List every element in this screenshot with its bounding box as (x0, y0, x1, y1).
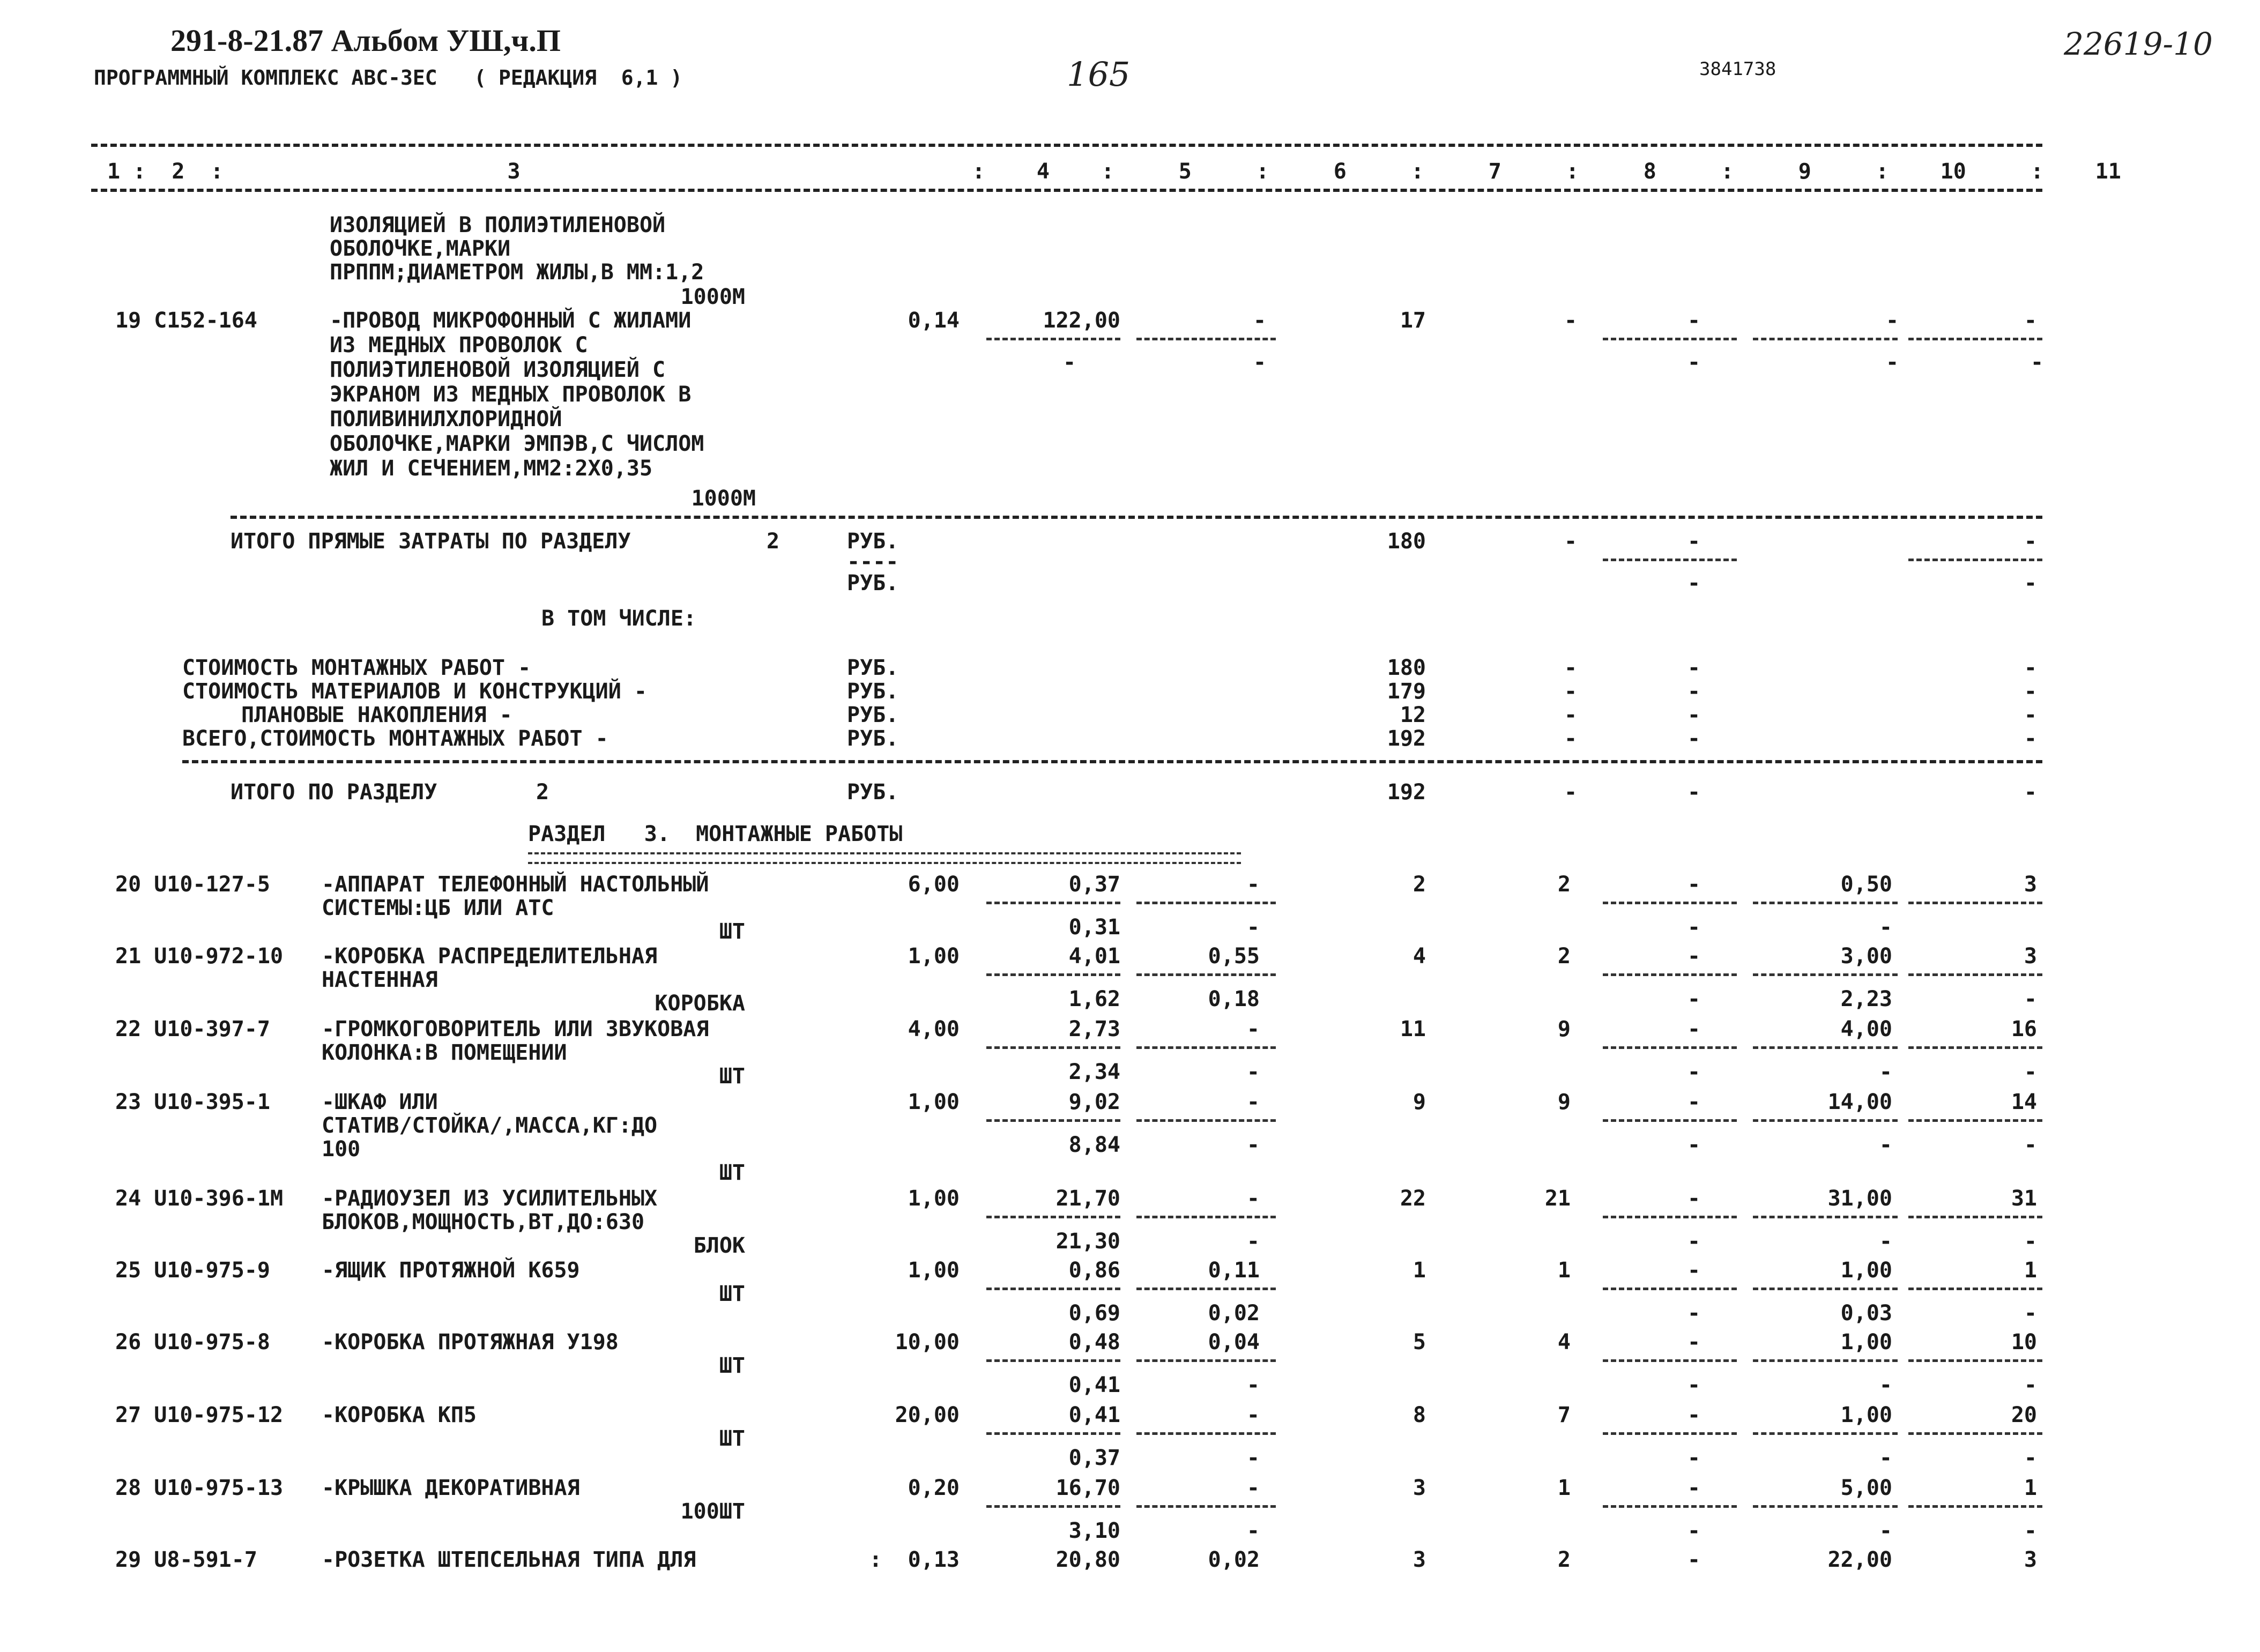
value-c11: 14 (2011, 1090, 2037, 1114)
separator (1908, 1359, 2042, 1362)
separator (1753, 902, 1898, 904)
value-c8: - (1564, 679, 1578, 704)
separator (1603, 1359, 1737, 1362)
value-c5-secondary: 1,62 (1068, 987, 1120, 1011)
value-c5-secondary: 0,41 (1068, 1373, 1120, 1397)
separator (1603, 973, 1737, 976)
value-c11-secondary: - (2024, 987, 2037, 1011)
unit-of-measure: ШТ (719, 919, 745, 944)
value-c9: - (1687, 571, 1701, 596)
value-c5: 16,70 (1055, 1476, 1120, 1500)
value-c11: 31 (2011, 1186, 2037, 1211)
separator (1603, 559, 1737, 561)
value-c4: 1,00 (908, 944, 960, 969)
archive-stamp: 22619-10 (2064, 26, 2213, 62)
value-c7: 11 (1400, 1017, 1426, 1041)
item-description-line: -КРЫШКА ДЕКОРАТИВНАЯ (322, 1476, 580, 1500)
value-c6: 0,02 (1208, 1547, 1260, 1572)
currency-unit: РУБ. (847, 529, 899, 554)
value-c10-secondary: - (1879, 915, 1892, 940)
separator (986, 1432, 1120, 1435)
separator (1603, 1288, 1737, 1290)
item-description-line: ОБОЛОЧКЕ,МАРКИ ЭМПЭВ,С ЧИСЛОМ (330, 431, 704, 456)
value-c10: 22,00 (1827, 1547, 1892, 1572)
section-number: 2 (536, 780, 549, 805)
item-number: 19 С152-164 (115, 308, 257, 333)
item-description-line: НАСТЕННАЯ (322, 968, 438, 992)
value-c11: 10 (2011, 1330, 2037, 1355)
value-c7: 180 (1387, 529, 1426, 554)
value-c10: 3,00 (1840, 944, 1892, 969)
value-c11-secondary: - (2024, 1373, 2037, 1397)
item-number: 22 U10-397-7 (115, 1017, 270, 1041)
value-c4: 4,00 (908, 1017, 960, 1041)
item-description-line: ПОЛИЭТИЛЕНОВОЙ ИЗОЛЯЦИЕЙ С (330, 358, 666, 382)
value-c10-secondary: - (1879, 1060, 1892, 1084)
value-c4: 10,00 (895, 1330, 960, 1355)
currency-unit: РУБ. (847, 679, 899, 704)
value-c6-secondary: 0,18 (1208, 987, 1260, 1011)
value-c8: 2 (1557, 944, 1571, 969)
separator (1908, 1288, 2042, 1290)
value-c6: - (1253, 308, 1267, 333)
value-c9-secondary: - (1687, 1060, 1701, 1084)
value-c6-secondary: - (1246, 1229, 1260, 1254)
currency-unit: РУБ. (847, 571, 899, 596)
separator (1753, 1046, 1898, 1049)
value-c11: 3 (2024, 944, 2037, 969)
value-c11: - (2024, 529, 2037, 554)
value-c11: 1 (2024, 1258, 2037, 1283)
doc-code: 3841738 (1699, 58, 1776, 80)
item-description-line: -РОЗЕТКА ШТЕПСЕЛЬНАЯ ТИПА ДЛЯ (322, 1547, 696, 1572)
separator (1753, 338, 1898, 340)
item-number: 20 U10-127-5 (115, 872, 270, 897)
separator (1908, 902, 2042, 904)
value-c9: - (1687, 726, 1701, 751)
value-c10-secondary: - (1879, 1373, 1892, 1397)
value-c6: 0,55 (1208, 944, 1260, 969)
value-c11: - (2024, 656, 2037, 680)
value-c10-secondary: 0,03 (1840, 1301, 1892, 1326)
value-c5: 4,01 (1068, 944, 1120, 969)
separator (1136, 902, 1276, 904)
value-c9: - (1687, 944, 1701, 969)
value-c9: - (1687, 780, 1701, 805)
value-c6: - (1246, 1017, 1260, 1041)
section-title-rule (528, 852, 1241, 864)
value-c10: - (1885, 308, 1899, 333)
value-c7: 22 (1400, 1186, 1426, 1211)
separator (986, 1216, 1120, 1218)
cost-breakdown-label: СТОИМОСТЬ МАТЕРИАЛОВ И КОНСТРУКЦИЙ - (182, 679, 647, 704)
separator (1136, 973, 1276, 976)
currency-unit: РУБ. (847, 726, 899, 751)
value-c9-secondary: - (1687, 915, 1701, 940)
column-numbers: 1 : 2 : 3 : 4 : 5 : 6 : 7 : 8 : 9 : 10 : 11 (107, 159, 2121, 184)
value-c8: 9 (1557, 1017, 1571, 1041)
separator (1753, 973, 1898, 976)
value-c10-secondary: - (1879, 1229, 1892, 1254)
separator (1603, 1505, 1737, 1508)
value-c10-secondary: 2,23 (1840, 987, 1892, 1011)
separator (1136, 1288, 1276, 1290)
value-c7: 9 (1412, 1090, 1426, 1114)
value-c5-secondary: 0,69 (1068, 1301, 1120, 1326)
value-c6-secondary: 0,02 (1208, 1301, 1260, 1326)
unit-of-measure: ШТ (719, 1064, 745, 1089)
item-description-line: ПОЛИВИНИЛХЛОРИДНОЙ (330, 407, 562, 431)
value-c11-secondary: - (2024, 1229, 2037, 1254)
value-c9-secondary: - (1687, 1133, 1701, 1157)
separator (986, 338, 1120, 340)
value-c5: 0,48 (1068, 1330, 1120, 1355)
value-c8: 2 (1557, 872, 1571, 897)
value-c11: 16 (2011, 1017, 2037, 1041)
album-code: 291-8-21.87 Альбом УШ,ч.П (170, 23, 561, 58)
section-number: 2 (767, 529, 780, 554)
item-description-line: 100 (322, 1137, 361, 1162)
value-c10-secondary: - (1879, 1133, 1892, 1157)
separator (1908, 973, 2042, 976)
separator (1753, 1288, 1898, 1290)
item-description-line: ИЗОЛЯЦИЕЙ В ПОЛИЭТИЛЕНОВОЙ (330, 213, 666, 237)
separator (1136, 1119, 1276, 1122)
value-c4: 1,00 (908, 1258, 960, 1283)
value-c5-secondary: 3,10 (1068, 1519, 1120, 1543)
value-c8: 4 (1557, 1330, 1571, 1355)
separator (1603, 338, 1737, 340)
value-c8: - (1564, 703, 1578, 727)
header-rule-top (91, 144, 2042, 147)
value-c5-secondary: 0,37 (1068, 1446, 1120, 1470)
separator (1136, 338, 1276, 340)
value-c11: - (2024, 703, 2037, 727)
value-c8: - (1564, 726, 1578, 751)
value-c5: 20,80 (1055, 1547, 1120, 1572)
value-c7: 12 (1400, 703, 1426, 727)
separator (1753, 1359, 1898, 1362)
value-c11: - (2024, 308, 2037, 333)
value-c6: - (1246, 872, 1260, 897)
section-rule (231, 516, 2042, 519)
value-c9: - (1687, 679, 1701, 704)
separator (1136, 1359, 1276, 1362)
value-c6-secondary: - (1246, 1373, 1260, 1397)
value-c9: - (1687, 1258, 1701, 1283)
separator (986, 973, 1120, 976)
cost-breakdown-label: ПЛАНОВЫЕ НАКОПЛЕНИЯ - (241, 703, 512, 727)
item-description-line: СТАТИВ/СТОЙКА/,МАССА,КГ:ДО (322, 1113, 658, 1138)
unit-of-measure: 1000М (691, 486, 756, 511)
item-number: 26 U10-975-8 (115, 1330, 270, 1355)
value-c6-secondary: - (1246, 1446, 1260, 1470)
currency-unit: РУБ. (847, 780, 899, 805)
separator (1603, 902, 1737, 904)
value-c11-secondary: - (2024, 1060, 2037, 1084)
value-c10: 0,50 (1840, 872, 1892, 897)
value-c9: - (1687, 656, 1701, 680)
value-c9: - (1687, 308, 1701, 333)
value-c9-secondary: - (1687, 1301, 1701, 1326)
item-number: 28 U10-975-13 (115, 1476, 284, 1500)
item-number: 25 U10-975-9 (115, 1258, 270, 1283)
separator (986, 1119, 1120, 1122)
value-c5: 2,73 (1068, 1017, 1120, 1041)
value-c6: 0,11 (1208, 1258, 1260, 1283)
separator (1136, 1046, 1276, 1049)
value-c9: - (1687, 703, 1701, 727)
value-c7: 180 (1387, 656, 1426, 680)
separator (1753, 1216, 1898, 1218)
value-c5: 122,00 (1043, 308, 1120, 333)
separator (986, 902, 1120, 904)
section-rule (182, 760, 2042, 763)
value-c11: - (2024, 679, 2037, 704)
value-c4: 0,14 (908, 308, 960, 333)
value-c11-secondary: - (2024, 1519, 2037, 1543)
value-c9-secondary: - (1687, 987, 1701, 1011)
value-c8: 1 (1557, 1476, 1571, 1500)
unit-of-measure: 1000М (680, 285, 745, 309)
value-c4: 6,00 (908, 872, 960, 897)
value-c6-secondary: - (1246, 1133, 1260, 1157)
value-c7: 17 (1400, 308, 1426, 333)
value-c9b: - (1687, 350, 1701, 375)
value-c8: 21 (1544, 1186, 1571, 1211)
value-c10-secondary: - (1879, 1519, 1892, 1543)
value-c11: 3 (2024, 872, 2037, 897)
item-description-line: ЖИЛ И СЕЧЕНИЕМ,ММ2:2Х0,35 (330, 456, 653, 481)
value-c11: 1 (2024, 1476, 2037, 1500)
item-number: 29 U8-591-7 (115, 1547, 257, 1572)
value-c10: 1,00 (1840, 1258, 1892, 1283)
value-c9-secondary: - (1687, 1446, 1701, 1470)
value-c7: 1 (1412, 1258, 1426, 1283)
value-c5: 9,02 (1068, 1090, 1120, 1114)
separator (1136, 1216, 1276, 1218)
value-c5: 0,37 (1068, 872, 1120, 897)
cost-breakdown-label: СТОИМОСТЬ МОНТАЖНЫХ РАБОТ - (182, 656, 531, 680)
value-c4: : 0,13 (869, 1547, 960, 1572)
separator (1603, 1046, 1737, 1049)
value-c11: 3 (2024, 1547, 2037, 1572)
value-c7: 192 (1387, 726, 1426, 751)
separator (1908, 1505, 2042, 1508)
value-c8: 9 (1557, 1090, 1571, 1114)
value-c7: 3 (1412, 1547, 1426, 1572)
page-number: 165 (1067, 55, 1131, 94)
including-label: В ТОМ ЧИСЛЕ: (541, 606, 696, 631)
value-c5-secondary: 21,30 (1055, 1229, 1120, 1254)
value-c10: 14,00 (1827, 1090, 1892, 1114)
value-c8: - (1564, 529, 1578, 554)
value-c9: - (1687, 872, 1701, 897)
item-description-line: -КОРОБКА КП5 (322, 1403, 477, 1427)
value-c7: 3 (1412, 1476, 1426, 1500)
header-rule-bottom (91, 189, 2042, 192)
item-number: 27 U10-975-12 (115, 1403, 284, 1427)
value-c6-secondary: - (1246, 1060, 1260, 1084)
value-c10-secondary: - (1879, 1446, 1892, 1470)
separator (1603, 1119, 1737, 1122)
unit-of-measure: ШТ (719, 1353, 745, 1378)
section-total-label: ИТОГО ПО РАЗДЕЛУ (231, 780, 437, 805)
value-c8: - (1564, 780, 1578, 805)
value-c11b: - (2030, 350, 2044, 375)
value-c4: 20,00 (895, 1403, 960, 1427)
value-c9: - (1687, 1330, 1701, 1355)
value-c6: - (1246, 1090, 1260, 1114)
item-description-line: -АППАРАТ ТЕЛЕФОННЫЙ НАСТОЛЬНЫЙ (322, 872, 709, 897)
value-c8: - (1564, 308, 1578, 333)
value-c10: 31,00 (1827, 1186, 1892, 1211)
value-c5: 0,86 (1068, 1258, 1120, 1283)
value-c9: - (1687, 1547, 1701, 1572)
currency-unit: РУБ. (847, 703, 899, 727)
value-c11: - (2024, 726, 2037, 751)
value-c10: 1,00 (1840, 1330, 1892, 1355)
unit-of-measure: БЛОК (693, 1233, 745, 1258)
item-description-line: -ЯЩИК ПРОТЯЖНОЙ К659 (322, 1258, 580, 1283)
value-c6: - (1246, 1186, 1260, 1211)
separator (1908, 559, 2042, 561)
value-c8: 2 (1557, 1547, 1571, 1572)
separator (1908, 1432, 2042, 1435)
cost-breakdown-label: ВСЕГО,СТОИМОСТЬ МОНТАЖНЫХ РАБОТ - (182, 726, 608, 751)
value-c6: 0,04 (1208, 1330, 1260, 1355)
value-c6-secondary: - (1246, 915, 1260, 940)
value-c9: - (1687, 1403, 1701, 1427)
separator (986, 1505, 1120, 1508)
separator (986, 1359, 1120, 1362)
software-complex: ПРОГРАММНЫЙ КОМПЛЕКС АВС-ЗЕС ( РЕДАКЦИЯ 6,1 ) (94, 66, 683, 90)
item-description-line: КОЛОНКА:В ПОМЕЩЕНИИ (322, 1040, 567, 1065)
separator (1753, 1505, 1898, 1508)
value-c8: 1 (1557, 1258, 1571, 1283)
value-c6: - (1246, 1476, 1260, 1500)
separator (1908, 338, 2042, 340)
value-c11-secondary: - (2024, 1133, 2037, 1157)
value-c9: - (1687, 1017, 1701, 1041)
value-c10: 5,00 (1840, 1476, 1892, 1500)
separator (986, 1046, 1120, 1049)
value-c7: 192 (1387, 780, 1426, 805)
separator (1136, 1432, 1276, 1435)
value-c9-secondary: - (1687, 1519, 1701, 1543)
value-c10b: - (1885, 350, 1899, 375)
value-c6b: - (1253, 350, 1267, 375)
value-c7: 179 (1387, 679, 1426, 704)
separator (1603, 1432, 1737, 1435)
unit-of-measure: ШТ (719, 1160, 745, 1185)
value-c9: - (1687, 1476, 1701, 1500)
separator (1908, 1216, 2042, 1218)
value-c7: 8 (1412, 1403, 1426, 1427)
value-c11: - (2024, 571, 2037, 596)
separator (1908, 1046, 2042, 1049)
item-description-line: СИСТЕМЫ:ЦБ ИЛИ АТС (322, 896, 554, 920)
separator (1603, 1216, 1737, 1218)
currency-dash: ---- (847, 549, 899, 574)
item-description-line: -ШКАФ ИЛИ (322, 1090, 438, 1114)
item-description-line: БЛОКОВ,МОЩНОСТЬ,ВТ,ДО:630 (322, 1210, 645, 1234)
unit-of-measure: ШТ (719, 1282, 745, 1306)
value-c11: - (2024, 780, 2037, 805)
value-c5-secondary: 8,84 (1068, 1133, 1120, 1157)
value-c6-secondary: - (1246, 1519, 1260, 1543)
item-description-line: -ПРОВОД МИКРОФОННЫЙ С ЖИЛАМИ (330, 308, 692, 333)
value-c7: 2 (1412, 872, 1426, 897)
item-description-line: -РАДИОУЗЕЛ ИЗ УСИЛИТЕЛЬНЫХ (322, 1186, 658, 1211)
value-c5: 0,41 (1068, 1403, 1120, 1427)
value-c9: - (1687, 529, 1701, 554)
separator (1753, 1432, 1898, 1435)
unit-of-measure: ШТ (719, 1426, 745, 1451)
item-description-line: ОБОЛОЧКЕ,МАРКИ (330, 236, 511, 261)
item-description-line: -КОРОБКА РАСПРЕДЕЛИТЕЛЬНАЯ (322, 944, 658, 969)
direct-costs-label: ИТОГО ПРЯМЫЕ ЗАТРАТЫ ПО РАЗДЕЛУ (231, 529, 631, 554)
value-c7: 4 (1412, 944, 1426, 969)
value-c9-secondary: - (1687, 1373, 1701, 1397)
item-number: 23 U10-395-1 (115, 1090, 270, 1114)
value-c5-secondary: 2,34 (1068, 1060, 1120, 1084)
value-c9: - (1687, 1186, 1701, 1211)
separator (986, 1288, 1120, 1290)
value-c10: 4,00 (1840, 1017, 1892, 1041)
separator (1753, 1119, 1898, 1122)
value-c4: 0,20 (908, 1476, 960, 1500)
unit-of-measure: КОРОБКА (655, 991, 745, 1016)
value-c8: - (1564, 656, 1578, 680)
value-c11: 20 (2011, 1403, 2037, 1427)
value-c11-secondary: - (2024, 1446, 2037, 1470)
value-c8: 7 (1557, 1403, 1571, 1427)
item-description-line: ЭКРАНОМ ИЗ МЕДНЫХ ПРОВОЛОК В (330, 382, 692, 407)
value-c5-secondary: 0,31 (1068, 915, 1120, 940)
value-c5: 21,70 (1055, 1186, 1120, 1211)
value-c10: 1,00 (1840, 1403, 1892, 1427)
unit-of-measure: 100ШТ (680, 1499, 745, 1524)
section-title: РАЗДЕЛ 3. МОНТАЖНЫЕ РАБОТЫ (528, 822, 903, 846)
value-c5b: - (1062, 350, 1076, 375)
item-number: 21 U10-972-10 (115, 944, 284, 969)
value-c6: - (1246, 1403, 1260, 1427)
item-description-line: ПРППМ;ДИАМЕТРОМ ЖИЛЫ,В ММ:1,2 (330, 260, 704, 285)
value-c11-secondary: - (2024, 1301, 2037, 1326)
item-description-line: -ГРОМКОГОВОРИТЕЛЬ ИЛИ ЗВУКОВАЯ (322, 1017, 709, 1041)
separator (1136, 1505, 1276, 1508)
value-c4: 1,00 (908, 1186, 960, 1211)
value-c9: - (1687, 1090, 1701, 1114)
value-c7: 5 (1412, 1330, 1426, 1355)
item-description-line: ИЗ МЕДНЫХ ПРОВОЛОК С (330, 333, 588, 358)
item-number: 24 U10-396-1М (115, 1186, 284, 1211)
value-c4: 1,00 (908, 1090, 960, 1114)
separator (1908, 1119, 2042, 1122)
item-description-line: -КОРОБКА ПРОТЯЖНАЯ У198 (322, 1330, 619, 1355)
value-c9-secondary: - (1687, 1229, 1701, 1254)
currency-unit: РУБ. (847, 656, 899, 680)
